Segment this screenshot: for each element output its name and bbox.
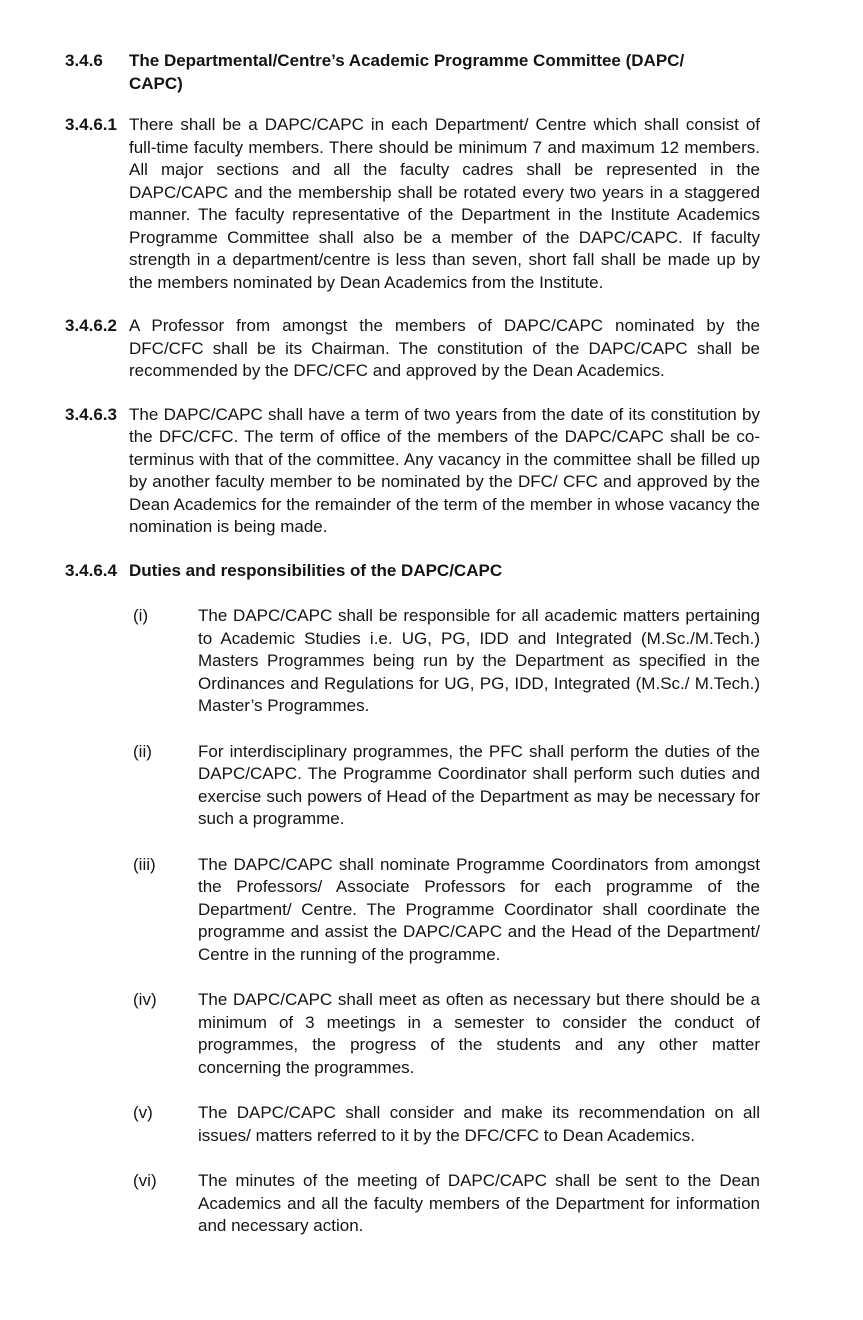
section-heading-346	[65, 50, 760, 95]
duty-item-i	[65, 605, 760, 718]
paragraph-number: 3.4.6.2	[65, 316, 117, 335]
duty-item-iii	[65, 854, 760, 967]
duties-heading-number: 3.4.6.4	[65, 560, 117, 580]
duty-item-label: (ii)	[133, 741, 152, 761]
paragraph-text: A Professor from amongst the members of DAPC/CAPC nominated by the DFC/CFC shall be its Chairman. The constitution of the DAPC/CAPC shall be recommended by the DFC/CFC and approved by the Dean Academics.	[129, 316, 760, 380]
paragraph-text: The DAPC/CAPC shall have a term of two years from the date of its constitution by the DFC/CFC. The term of office of the members of the DAPC/CAPC shall be co-terminus with that of the committee. Any vacancy in the committee shall be filled up by another faculty member to be nominated by the DFC/ CFC and approved by the Dean Academics for the remainder of the term of the member in whose vacancy the nomination is being made.	[129, 404, 760, 536]
paragraph-number: 3.4.6.1	[65, 115, 117, 134]
paragraph-3463	[65, 404, 760, 539]
section-heading-number: 3.4.6	[65, 51, 103, 70]
duty-item-text: The DAPC/CAPC shall nominate Programme Coordinators from amongst the Professors/ Associate Professors for each programme of the Department/ Centre. The Programme Coordinator shall coordinate the programme and assist the DAPC/CAPC and the Head of the Department/ Centre in the running of the programme.	[198, 854, 760, 964]
duty-item-label: (iii)	[133, 854, 156, 874]
duties-heading-title: Duties and responsibilities of the DAPC/CAPC	[129, 560, 503, 580]
paragraph-3461	[65, 114, 760, 294]
duty-item-vi	[65, 1170, 760, 1238]
duties-heading-3464	[65, 560, 760, 583]
section-heading-title-line2: CAPC)	[129, 73, 183, 93]
duty-item-text: The minutes of the meeting of DAPC/CAPC shall be sent to the Dean Academics and all the faculty members of the Department for information and necessary action.	[198, 1171, 760, 1235]
duty-item-label: (iv)	[133, 990, 157, 1009]
paragraph-text: There shall be a DAPC/CAPC in each Department/ Centre which shall consist of full-time faculty members. There should be minimum 7 and maximum 12 members. All major sections and all the faculty cadres shall be represented in the DAPC/CAPC and the membership shall be rotated every two years in a staggered manner. The faculty representative of the Department in the Institute Academics Programme Committee shall also be a member of the DAPC/CAPC. If faculty strength in a department/centre is less than seven, short fall shall be made up by the members nominated by Dean Academics from the Institute.	[129, 115, 760, 292]
duty-item-ii	[65, 741, 760, 831]
document-content	[65, 50, 760, 1238]
paragraph-number: 3.4.6.3	[65, 404, 117, 424]
duty-item-label: (v)	[133, 1103, 153, 1122]
paragraph-3462	[65, 315, 760, 383]
duty-item-iv	[65, 989, 760, 1079]
duty-item-text: The DAPC/CAPC shall meet as often as necessary but there should be a minimum of 3 meetings in a semester to consider the conduct of programmes, the progress of the students and any other matter concerning the programmes.	[198, 990, 760, 1077]
duty-item-text: The DAPC/CAPC shall consider and make its recommendation on all issues/ matters referred to it by the DFC/CFC to Dean Academics.	[198, 1103, 760, 1145]
duty-item-label: (i)	[133, 606, 149, 625]
duty-item-text: The DAPC/CAPC shall be responsible for all academic matters pertaining to Academic Studies i.e. UG, PG, IDD and Integrated (M.Sc./M.Tech.) Masters Programmes being run by the Department as specified in the Ordinances and Regulations for UG, PG, IDD, Integrated (M.Sc./ M.Tech.) Master’s Programmes.	[198, 606, 760, 715]
duty-item-label: (vi)	[133, 1171, 157, 1190]
duty-item-text: For interdisciplinary programmes, the PFC shall perform the duties of the DAPC/CAPC. The Programme Coordinator shall perform such duties and exercise such powers of Head of the Department as may be necessary for such a programme.	[198, 741, 760, 828]
section-heading-title-line1: The Departmental/Centre’s Academic Programme Committee (DAPC/	[129, 51, 685, 70]
duty-item-v	[65, 1102, 760, 1147]
